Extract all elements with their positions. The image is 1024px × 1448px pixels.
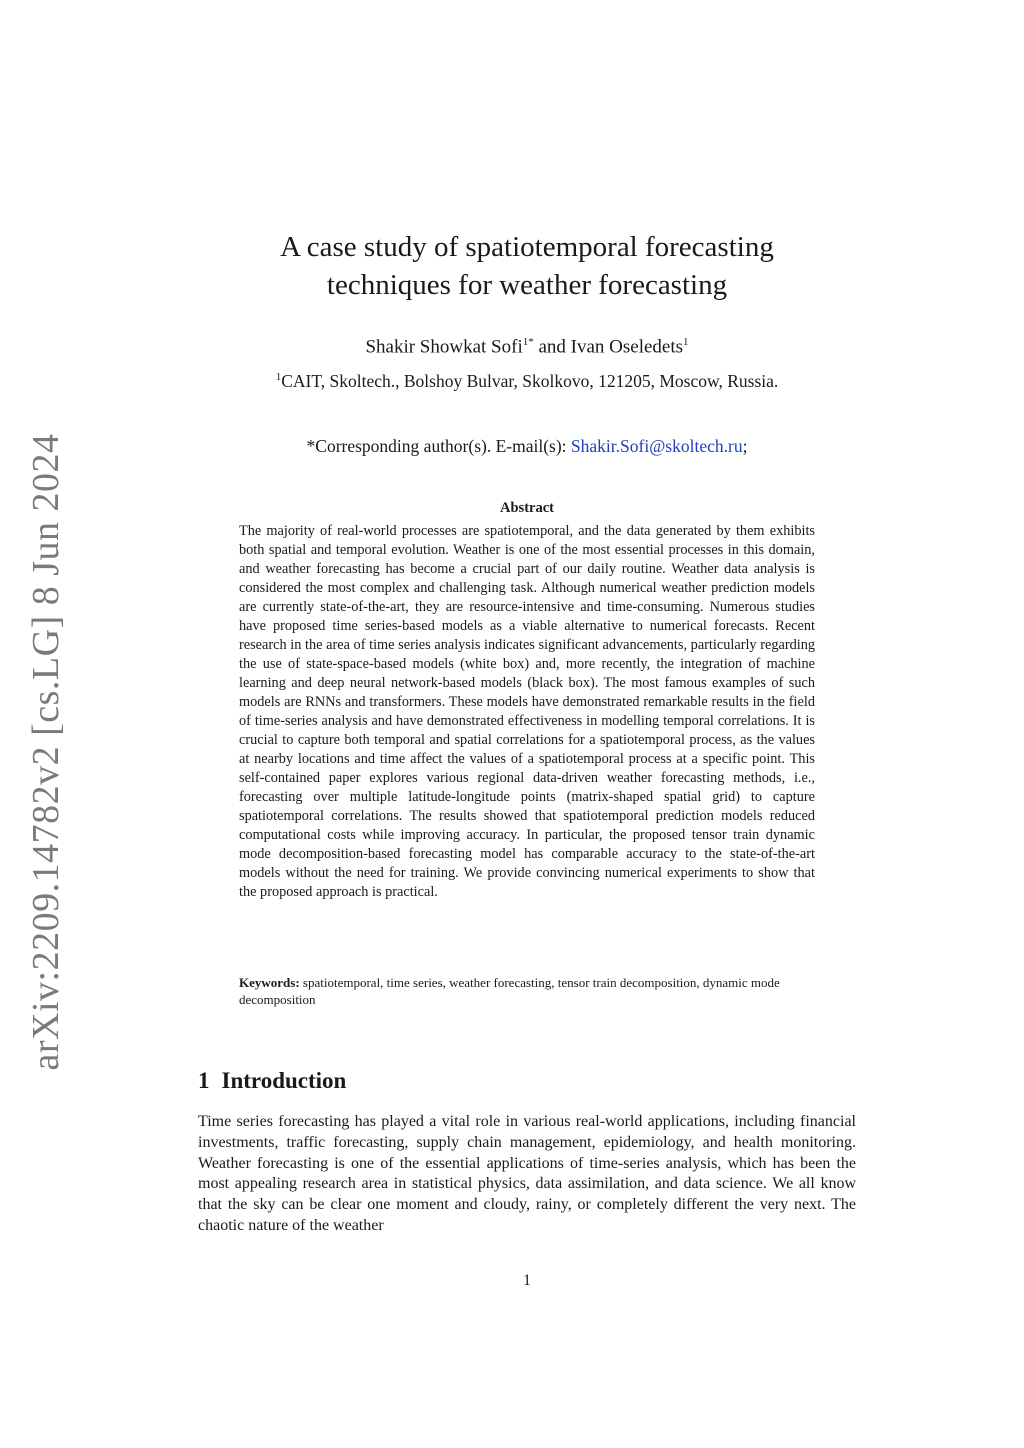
section-heading-introduction xyxy=(198,1068,346,1094)
arxiv-identifier-stamp: arXiv:2209.14782v2 [cs.LG] 8 Jun 2024 xyxy=(25,433,67,1071)
page-number: 1 xyxy=(523,1272,531,1289)
author-1-name: Shakir Showkat Sofi xyxy=(365,336,523,358)
author-2-affiliation-mark: 1 xyxy=(683,336,689,348)
abstract-text: The majority of real-world processes are spatiotemporal, and the data generated by them exhibits both spatial and temporal evolution. Weather is one of the most essential processes in this domain, and weather forecasting has become a crucial part of our daily routine. Weather data analysis is considered the most complex and challenging task. Although numerical weather prediction models are currently state-of-the-art, they are resource-intensive and time-consuming. Numerous studies have proposed time series-based models as a viable alternative to numerical forecasts. Recent research in the area of time series analysis indicates significant advancements, particularly regarding the use of state-space-based models (white box) and, more recently, the integration of machine learning and deep neural network-based models (black box). The most famous examples of such models are RNNs and transformers. These models have demonstrated remarkable results in the field of time-series analysis and have demonstrated effectiveness in modelling temporal correlations. It is crucial to capture both temporal and spatial correlations for a spatiotemporal process, as the values at nearby locations and time affect the values of a spatiotemporal process at a specific point. This self-contained paper explores various regional data-driven weather forecasting methods, i.e., forecasting over multiple latitude-longitude points (matrix-shaped spatial grid) to capture spatiotemporal correlations. The results showed that spatiotemporal prediction models reduced computational costs while improving accuracy. In particular, the proposed tensor train dynamic mode decomposition-based forecasting model has comparable accuracy to the state-of-the-art models without the need for training. We provide convincing numerical experiments to show that the proposed approach is practical. xyxy=(239,523,815,900)
abstract-heading: Abstract xyxy=(500,500,554,516)
introduction-paragraph: Time series forecasting has played a vital role in various real-world applications, including financial investments, traffic forecasting, supply chain management, epidemiology, and health monitoring. Weather forecasting is one of the essential applications of time-series analysis, which has been the most appealing research area in statistical physics, data assimilation, and data science. We all know that the sky can be clear one moment and cloudy, rainy, or completely different the very next. The chaotic nature of the weather xyxy=(198,1113,856,1234)
affiliation-mark: 1 xyxy=(275,371,282,384)
keywords-text: spatiotemporal, time series, weather forecasting, tensor train decomposition, dynamic mode decomposition xyxy=(239,975,780,1007)
affiliation-text: CAIT, Skoltech., Bolshoy Bulvar, Skolkovo, 121205, Moscow, Russia. xyxy=(281,371,779,391)
author-1-affiliation-mark: 1* xyxy=(522,336,534,348)
author-2-name: Ivan Oseledets xyxy=(570,336,684,358)
corresponding-author xyxy=(0,436,1024,457)
author-list xyxy=(0,336,1024,358)
keywords-label: Keywords: xyxy=(239,975,300,990)
title-line-1: A case study of spatiotemporal forecasting xyxy=(280,231,774,263)
author-connector: and xyxy=(538,336,566,358)
corresponding-label: *Corresponding author(s). E-mail(s): xyxy=(306,436,567,456)
email-suffix: ; xyxy=(742,436,748,456)
section-title: Introduction xyxy=(221,1068,347,1093)
section-number: 1 xyxy=(198,1068,210,1093)
paper-title xyxy=(0,228,1024,304)
affiliation xyxy=(0,371,1024,392)
email-link[interactable]: Shakir.Sofi@skoltech.ru xyxy=(570,436,743,456)
keywords xyxy=(239,974,815,1008)
title-line-2: techniques for weather forecasting xyxy=(326,269,728,301)
